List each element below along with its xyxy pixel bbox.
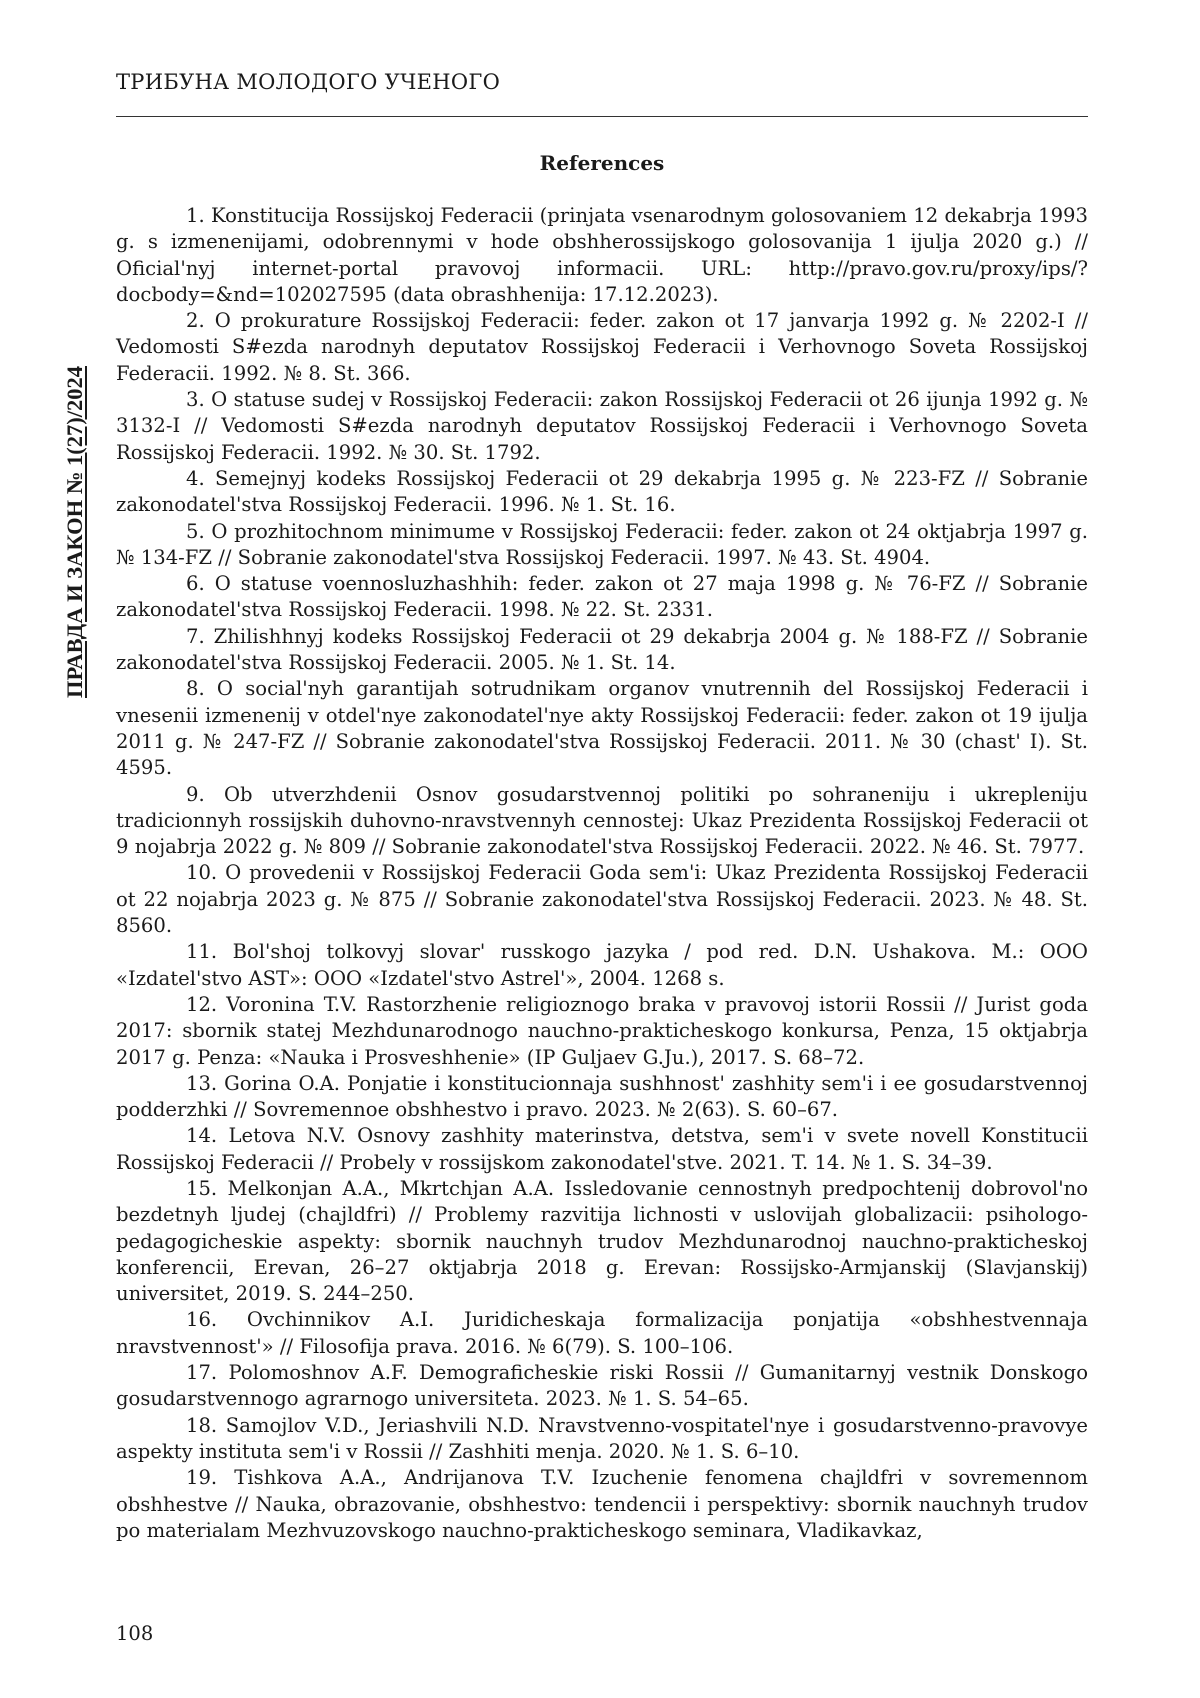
reference-item: 15. Melkonjan A.A., Mkrtchjan A.A. Issledovanie cennostnyh predpochtenij dobrovol'no bezdetnyh ljudej (chajldfri) // Problemy razvitija lichnosti v uslovijah globalizacii: psihologo-pedagogicheskie aspekty: sbornik nauchnyh trudov Mezhdunarodnoj nauchno-prakticheskoj konferencii, Erevan, 26–27 oktjabrja 2018 g. Erevan: Rossijsko-Armjanskij (Slavjanskij) universitet, 2019. S. 244–250.: [116, 1176, 1088, 1307]
header-divider: [116, 116, 1088, 117]
reference-item: 5. O prozhitochnom minimume v Rossijskoj Federacii: feder. zakon ot 24 oktjabrja 1997 g. № 134-FZ // Sobranie zakonodatel'stva Rossijskoj Federacii. 1997. № 43. St. 4904.: [116, 519, 1088, 572]
page-number: 108: [116, 1622, 153, 1645]
references-list: [116, 203, 1088, 1544]
reference-item: 18. Samojlov V.D., Jeriashvili N.D. Nravstvenno-vospitatel'nye i gosudarstvenno-pravovye aspekty instituta sem'i v Rossii // Zashhiti menja. 2020. № 1. S. 6–10.: [116, 1413, 1088, 1466]
reference-item: 7. Zhilishhnyj kodeks Rossijskoj Federacii ot 29 dekabrja 2004 g. № 188-FZ // Sobranie zakonodatel'stva Rossijskoj Federacii. 2005. № 1. St. 14.: [116, 624, 1088, 677]
reference-item: 10. O provedenii v Rossijskoj Federacii Goda sem'i: Ukaz Prezidenta Rossijskoj Federacii ot 22 nojabrja 2023 g. № 875 // Sobranie zakonodatel'stva Rossijskoj Federacii. 2023. № 48. St. 8560.: [116, 860, 1088, 939]
journal-title: ТРИБУНА МОЛОДОГО УЧЕНОГО: [116, 70, 500, 94]
reference-item: 12. Voronina T.V. Rastorzhenie religioznogo braka v pravovoj istorii Rossii // Jurist goda 2017: sbornik statej Mezhdunarodnogo nauchno-prakticheskogo konkursa, Penza, 15 oktjabrja 2017 g. Penza: «Nauka i Prosveshhenie» (IP Guljaev G.Ju.), 2017. S. 68–72.: [116, 992, 1088, 1071]
reference-item: 13. Gorina O.A. Ponjatie i konstitucionnaja sushhnost' zashhity sem'i i ee gosudarstvennoj podderzhki // Sovremennoe obshhestvo i pravo. 2023. № 2(63). S. 60–67.: [116, 1071, 1088, 1124]
reference-item: 9. Ob utverzhdenii Osnov gosudarstvennoj politiki po sohraneniju i ukrepleniju tradicionnyh rossijskih duhovno-nravstvennyh cennostej: Ukaz Prezidenta Rossijskoj Federacii ot 9 nojabrja 2022 g. № 809 // Sobranie zakonodatel'stva Rossijskoj Federacii. 2022. № 46. St. 7977.: [116, 782, 1088, 861]
page: [0, 0, 1200, 1698]
reference-item: 19. Tishkova A.A., Andrijanova T.V. Izuchenie fenomena chajldfri v sovremennom obshhestve // Nauka, obrazovanie, obshhestvo: tendencii i perspektivy: sbornik nauchnyh trudov po materialam Mezhvuzovskogo nauchno-prakticheskogo seminara, Vladikavkaz,: [116, 1465, 1088, 1544]
reference-item: 17. Polomoshnov A.F. Demograficheskie riski Rossii // Gumanitarnyj vestnik Donskogo gosudarstvennogo agrarnogo universiteta. 2023. № 1. S. 54–65.: [116, 1360, 1088, 1413]
reference-item: 2. O prokurature Rossijskoj Federacii: feder. zakon ot 17 janvarja 1992 g. № 2202-I // Vedomosti S#ezda narodnyh deputatov Rossijskoj Federacii i Verhovnogo Soveta Rossijskoj Federacii. 1992. № 8. St. 366.: [116, 308, 1088, 387]
reference-item: 16. Ovchinnikov A.I. Juridicheskaja formalizacija ponjatija «obshhestvennaja nravstvennost'» // Filosofija prava. 2016. № 6(79). S. 100–106.: [116, 1307, 1088, 1360]
reference-item: 3. O statuse sudej v Rossijskoj Federacii: zakon Rossijskoj Federacii ot 26 ijunja 1992 g. № 3132-I // Vedomosti S#ezda narodnyh deputatov Rossijskoj Federacii i Verhovnogo Soveta Rossijskoj Federacii. 1992. № 30. St. 1792.: [116, 387, 1088, 466]
reference-item: 6. O statuse voennosluzhashhih: feder. zakon ot 27 maja 1998 g. № 76-FZ // Sobranie zakonodatel'stva Rossijskoj Federacii. 1998. № 22. St. 2331.: [116, 571, 1088, 624]
reference-item: 8. O social'nyh garantijah sotrudnikam organov vnutrennih del Rossijskoj Federacii i vnesenii izmenenij v otdel'nye zakonodatel'nye akty Rossijskoj Federacii: feder. zakon ot 19 ijulja 2011 g. № 247-FZ // Sobranie zakonodatel'stva Rossijskoj Federacii. 2011. № 30 (chast' I). St. 4595.: [116, 676, 1088, 781]
reference-item: 14. Letova N.V. Osnovy zashhity materinstva, detstva, sem'i v svete novell Konstitucii Rossijskoj Federacii // Probely v rossijskom zakonodatel'stve. 2021. T. 14. № 1. S. 34–39.: [116, 1123, 1088, 1176]
journal-issue-label: ПРАВДА И ЗАКОН № 1(27)/2024: [62, 366, 88, 698]
reference-item: 4. Semejnyj kodeks Rossijskoj Federacii ot 29 dekabrja 1995 g. № 223-FZ // Sobranie zakonodatel'stva Rossijskoj Federacii. 1996. № 1. St. 16.: [116, 466, 1088, 519]
reference-item: 1. Konstitucija Rossijskoj Federacii (prinjata vsenarodnym golosovaniem 12 dekabrja 1993 g. s izmenenijami, odobrennymi v hode obshherossijskogo golosovanija 1 ijulja 2020 g.) // Oficial'nyj internet-portal pravovoj informacii. URL: http://pravo.gov.ru/proxy/ips/?docbody=&nd=102027595 (data obrashhenija: 17.12.2023).: [116, 203, 1088, 308]
references-heading: References: [116, 151, 1088, 175]
reference-item: 11. Bol'shoj tolkovyj slovar' russkogo jazyka / pod red. D.N. Ushakova. M.: OOO «Izdatel'stvo AST»: OOO «Izdatel'stvo Astrel'», 2004. 1268 s.: [116, 939, 1088, 992]
